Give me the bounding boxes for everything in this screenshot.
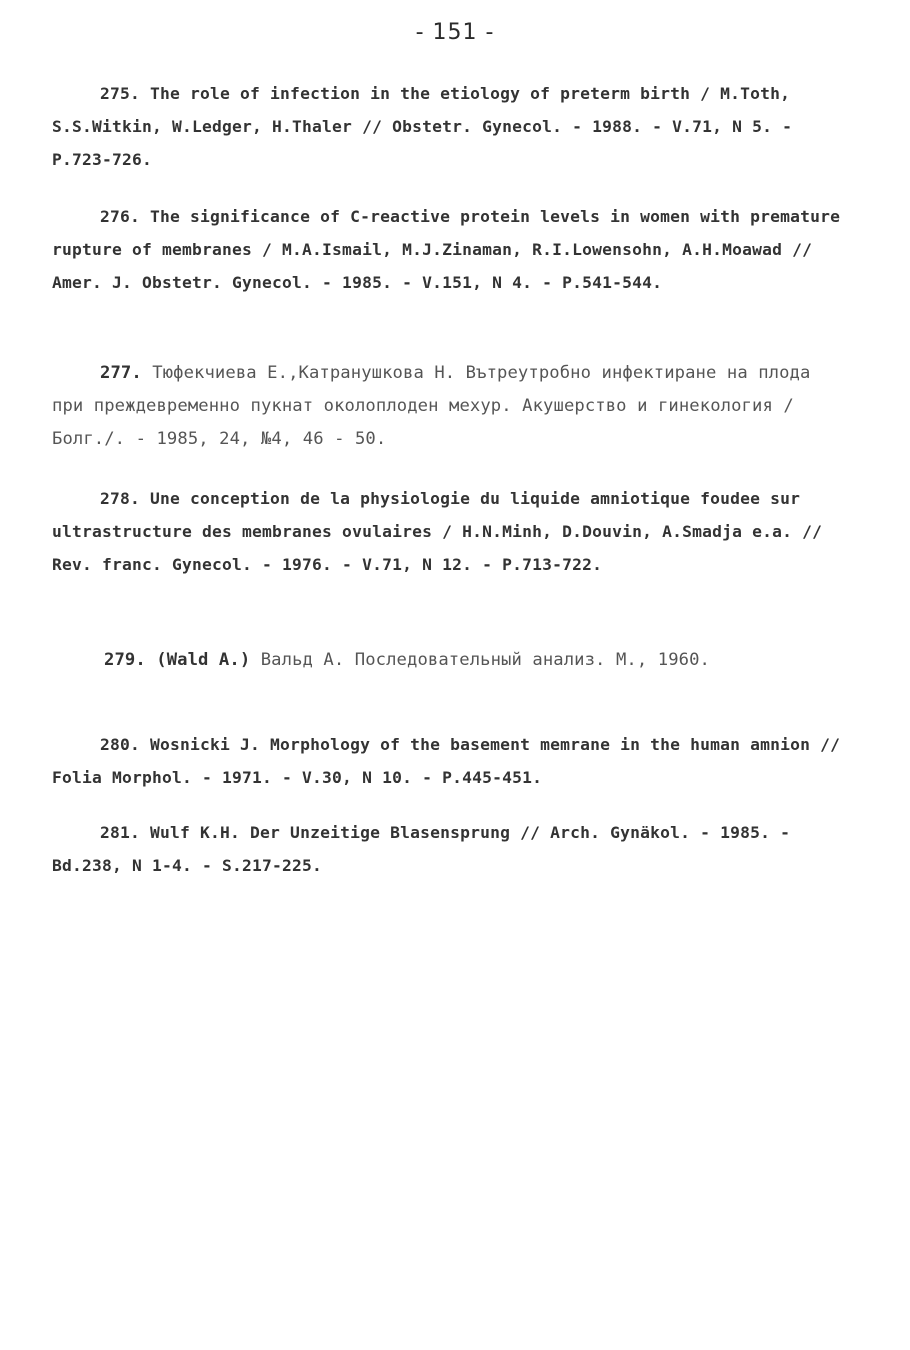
reference-number: 277. (100, 363, 142, 383)
reference-number: 279. (104, 650, 146, 670)
reference-number: 281. (100, 823, 141, 842)
reference-text: Вальд А. Последовательный анализ. М., 1960. (260, 650, 710, 670)
reference-number: 276. (100, 207, 141, 226)
reference-original-author: (Wald A.) (156, 650, 251, 670)
reference-280 (52, 728, 842, 794)
reference-276 (52, 200, 842, 299)
reference-277 (52, 357, 842, 456)
reference-text: Wosnicki J. Morphology of the basement memrane in the human amnion // Folia Morphol. - 1971. - V.30, N 10. - P.445-451. (52, 735, 841, 787)
reference-text: The significance of C-reactive protein levels in women with premature rupture of membranes / M.A.Ismail, M.J.Zinaman, R.I.Lowensohn, A.H.Moawad // Amer. J. Obstetr. Gynecol. - 1985. - V.151, N 4. - P.541-544. (52, 207, 841, 292)
reference-number: 280. (100, 735, 141, 754)
page-number: - 151 - (415, 20, 495, 45)
reference-text: Une conception de la physiologie du liquide amniotique foudee sur ultrastructure des membranes ovulaires / H.N.Minh, D.Douvin, A.Smadja e.a. // Rev. franc. Gynecol. - 1976. - V.71, N 12. - P.713-722. (52, 489, 823, 574)
reference-275 (52, 77, 842, 176)
reference-text: The role of infection in the etiology of preterm birth / M.Toth, S.S.Witkin, W.Ledger, H.Thaler // Obstetr. Gynecol. - 1988. - V.71, N 5. - P.723-726. (52, 84, 793, 169)
reference-279 (52, 644, 842, 677)
reference-text: Тюфекчиева Е.,Катранушкова Н. Вътреутробно инфектиране на плода при преждевременно пукнат околоплоден мехур. Акушерство и гинекология /Болг./. - 1985, 24, №4, 46 - 50. (52, 363, 811, 449)
reference-278 (52, 482, 842, 581)
reference-number: 278. (100, 489, 141, 508)
reference-281 (52, 816, 842, 882)
reference-text: Wulf K.H. Der Unzeitige Blasensprung // Arch. Gynäkol. - 1985. - Bd.238, N 1-4. - S.217-225. (52, 823, 791, 875)
reference-number: 275. (100, 84, 141, 103)
